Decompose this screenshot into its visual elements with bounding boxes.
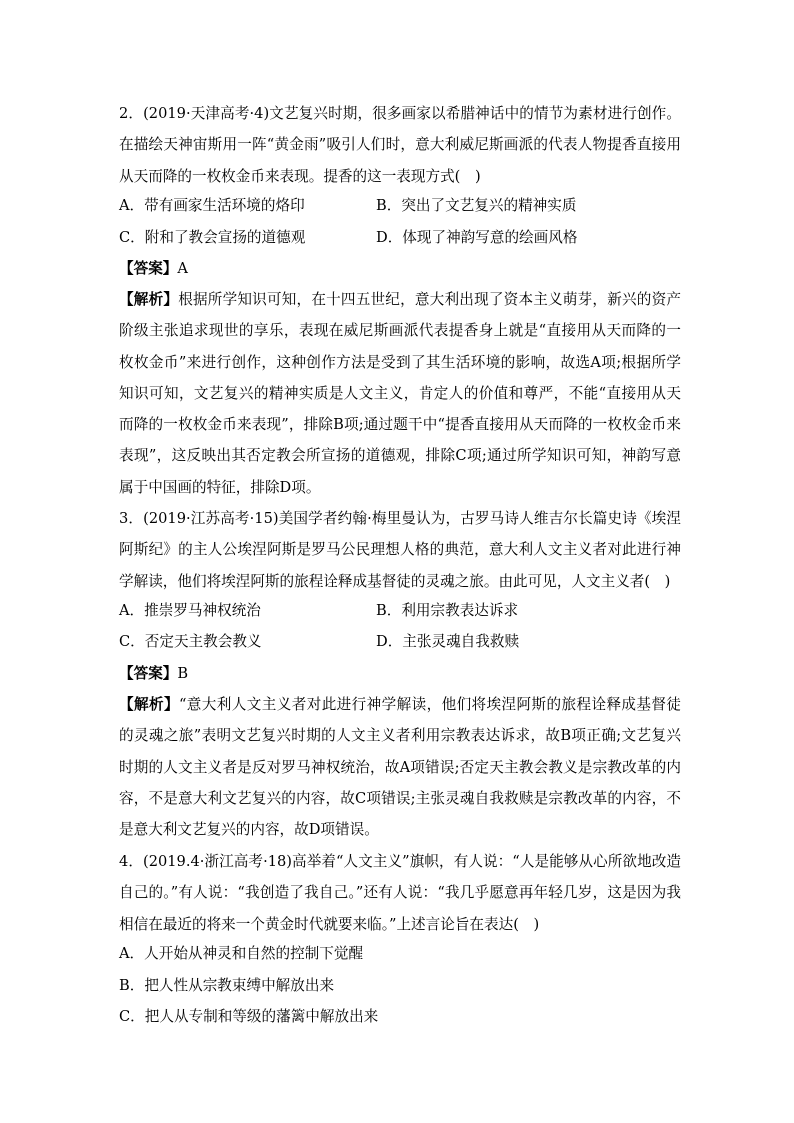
question-3-option-b: B．利用宗教表达诉求 [376, 602, 519, 619]
question-2-option-b: B．突出了文艺复兴的精神实质 [376, 197, 577, 214]
answer-label: 【答案】 [119, 665, 178, 682]
question-2-option-d: D．体现了神韵写意的绘画风格 [376, 229, 578, 246]
answer-value: A [177, 260, 188, 277]
question-2-option-c: C．附和了教会宣扬的道德观 [119, 229, 306, 246]
analysis-label: 【解析】 [119, 291, 179, 308]
question-4-option-a: A．人开始从神灵和自然的控制下觉醒 [119, 945, 364, 962]
analysis-text: 根据所学知识可知，在十四五世纪，意大利出现了资本主义萌芽，新兴的资产阶级主张追求现世的享乐，表现在威尼斯画派代表提香身上就是“直接用从天而降的一枚枚金币”来进行创作，这种创作方法是受到了其生活环境的影响，故选A项;根据所学知识可知，文艺复兴的精神实质是人文主义，肯定人的价值和尊严，不能“直接用从天而降的一枚枚金币来表现”，排除B项;通过题干中“提香直接用从天而降的一枚枚金币来表现”，这反映出其否定教会所宣扬的道德观，排除C项;通过所学知识可知，神韵写意属于中国画的特征，排除D项。 [119, 291, 681, 496]
question-3-option-a: A．推崇罗马神权统治 [119, 602, 261, 619]
question-4-stem: 4．(2019.4·浙江高考·18)高举着“人文主义”旗帜，有人说：“人是能够从心所欲地改造自己的。”有人说：“我创造了我自己。”还有人说：“我几乎愿意再年轻几岁，这是因为我相信在最近的将来一个黄金时代就要来临。”上述言论旨在表达( ) [119, 853, 681, 933]
question-3-option-c: C．否定天主教会教义 [119, 633, 262, 650]
question-3-option-d: D．主张灵魂自我救赎 [376, 633, 520, 650]
question-3-answer [119, 664, 188, 684]
question-2-analysis [119, 284, 681, 503]
question-3-stem: 3．(2019·江苏高考·15)美国学者约翰·梅里曼认为，古罗马诗人维吉尔长篇史诗《埃涅阿斯纪》的主人公埃涅阿斯是罗马公民理想人格的典范，意大利人文主义者对此进行神学解读，他们将埃涅阿斯的旅程诠释成基督徒的灵魂之旅。由此可见，人文主义者( ) [119, 510, 681, 590]
question-2-answer [119, 259, 188, 279]
question-2-option-a: A．带有画家生活环境的烙印 [119, 197, 305, 214]
question-4-option-c: C．把人从专制和等级的藩篱中解放出来 [119, 1008, 379, 1025]
analysis-label: 【解析】 [119, 696, 179, 713]
question-2-stem: 2．(2019·天津高考·4)文艺复兴时期，很多画家以希腊神话中的情节为素材进行创作。在描绘天神宙斯用一阵“黄金雨”吸引人们时，意大利威尼斯画派的代表人物提香直接用从天而降的一枚枚金币来表现。提香的这一表现方式( ) [119, 105, 681, 185]
answer-label: 【答案】 [119, 260, 178, 277]
question-4-option-b: B．把人性从宗教束缚中解放出来 [119, 977, 335, 994]
question-3-analysis [119, 689, 681, 845]
answer-value: B [177, 665, 189, 682]
analysis-text: “意大利人文主义者对此进行神学解读，他们将埃涅阿斯的旅程诠释成基督徒的灵魂之旅”表明文艺复兴时期的人文主义者利用宗教表达诉求，故B项正确;文艺复兴时期的人文主义者是反对罗马神权统治，故A项错误;否定天主教会教义是宗教改革的内容，不是意大利文艺复兴的内容，故C项错误;主张灵魂自我救赎是宗教改革的内容，不是意大利文艺复兴的内容，故D项错误。 [119, 696, 681, 839]
